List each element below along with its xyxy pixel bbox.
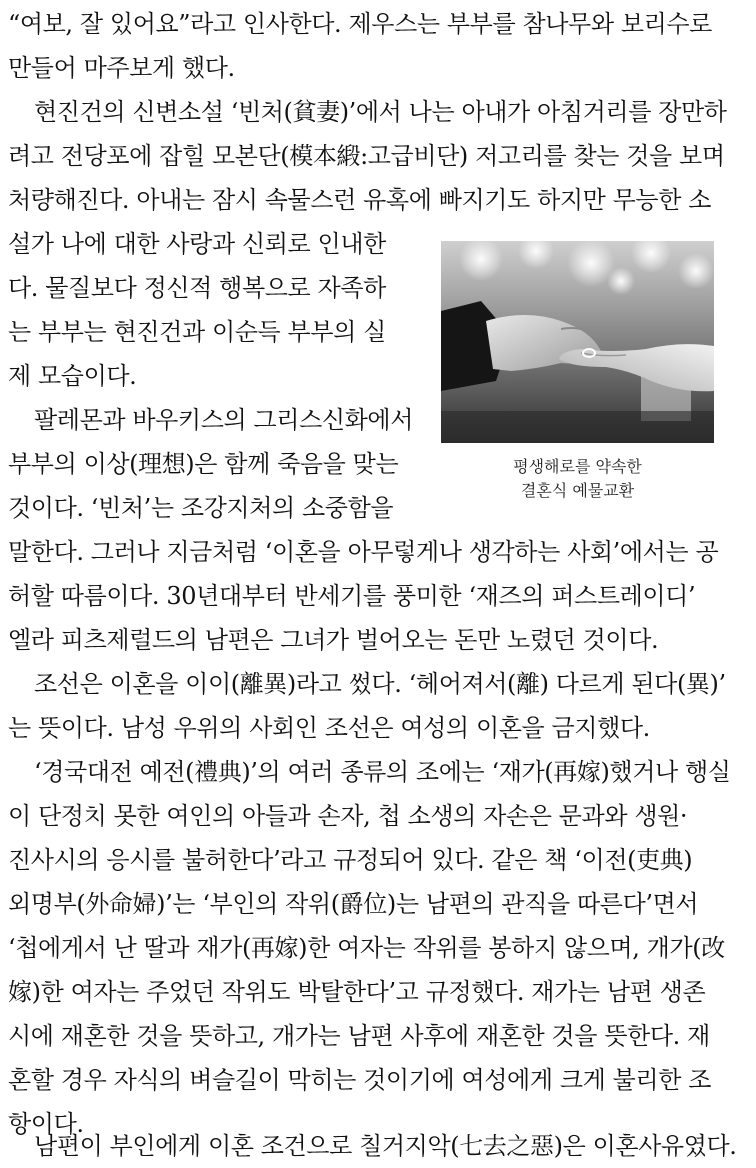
text-line: 말한다. 그러나 지금처럼 ‘이혼을 아무렇게나 생각하는 사회’에서는 공 xyxy=(8,538,719,566)
text-line: 조선은 이혼을 이이(離異)라고 썼다. ‘헤어져서(離) 다르게 된다(異)’ xyxy=(34,670,726,698)
text-line: 는 뜻이다. 남성 우위의 사회인 조선은 여성의 이혼을 금지했다. xyxy=(8,714,650,742)
text-line: 팔레몬과 바우키스의 그리스신화에서 xyxy=(34,406,414,434)
text-line: 嫁)한 여자는 주었던 작위도 박탈한다’고 규정했다. 재가는 남편 생존 xyxy=(8,978,706,1006)
text-line: 처량해진다. 아내는 잠시 속물스런 유혹에 빠지기도 하지만 무능한 소 xyxy=(8,186,712,214)
photo-caption-line: 평생해로를 약속한 xyxy=(513,457,642,476)
text-line: “여보, 잘 있어요”라고 인사한다. 제우스는 부부를 참나무와 보리수로 xyxy=(8,10,712,38)
text-line: 설가 나에 대한 사랑과 신뢰로 인내한 xyxy=(8,230,386,258)
text-line: 혼할 경우 자식의 벼슬길이 막히는 것이기에 여성에게 크게 불리한 조 xyxy=(8,1066,712,1094)
text-line: 만들어 마주보게 했다. xyxy=(8,54,235,82)
text-line: 것이다. ‘빈처’는 조강지처의 소중함을 xyxy=(8,494,394,522)
text-line: ‘경국대전 예전(禮典)’의 여러 종류의 조에는 ‘재가(再嫁)했거나 행실 xyxy=(34,758,731,786)
wedding-ring-photo xyxy=(441,241,714,443)
text-line: 다. 물질보다 정신적 행복으로 자족하 xyxy=(8,274,386,302)
text-line: 진사시의 응시를 불허한다’라고 규정되어 있다. 같은 책 ‘이전(吏典) xyxy=(8,846,693,874)
text-line: 려고 전당포에 잡힐 모본단(模本緞:고급비단) 저고리를 찾는 것을 보며 xyxy=(8,142,725,170)
text-line: 항이다. xyxy=(8,1110,84,1138)
text-line: 현진건의 신변소설 ‘빈처(貧妻)’에서 나는 아내가 아침거리를 장만하 xyxy=(34,98,727,126)
text-line: 시에 재혼한 것을 뜻하고, 개가는 남편 사후에 재혼한 것을 뜻한다. 재 xyxy=(8,1022,710,1050)
text-line: 허할 따름이다. 30년대부터 반세기를 풍미한 ‘재즈의 퍼스트레이디’ xyxy=(8,582,696,610)
text-line: 남편이 부인에게 이혼 조건으로 칠거지악(七去之惡)은 이혼사유였다. xyxy=(34,1132,737,1160)
text-line: 외명부(外命婦)’는 ‘부인의 작위(爵位)는 남편의 관직을 따른다’면서 xyxy=(8,890,699,918)
photo-caption-line: 결혼식 예물교환 xyxy=(520,481,635,500)
text-line: 이 단정치 못한 여인의 아들과 손자, 첩 소생의 자손은 문과와 생원· xyxy=(8,802,688,830)
text-line: 제 모습이다. xyxy=(8,362,137,390)
text-line: 는 부부는 현진건과 이순득 부부의 실 xyxy=(8,318,386,346)
text-line: 엘라 피츠제럴드의 남편은 그녀가 벌어오는 돈만 노렸던 것이다. xyxy=(8,626,659,654)
text-line: ‘첩에게서 난 딸과 재가(再嫁)한 여자는 작위를 봉하지 않으며, 개가(改 xyxy=(8,934,725,962)
text-line: 부부의 이상(理想)은 함께 죽음을 맞는 xyxy=(8,450,399,478)
